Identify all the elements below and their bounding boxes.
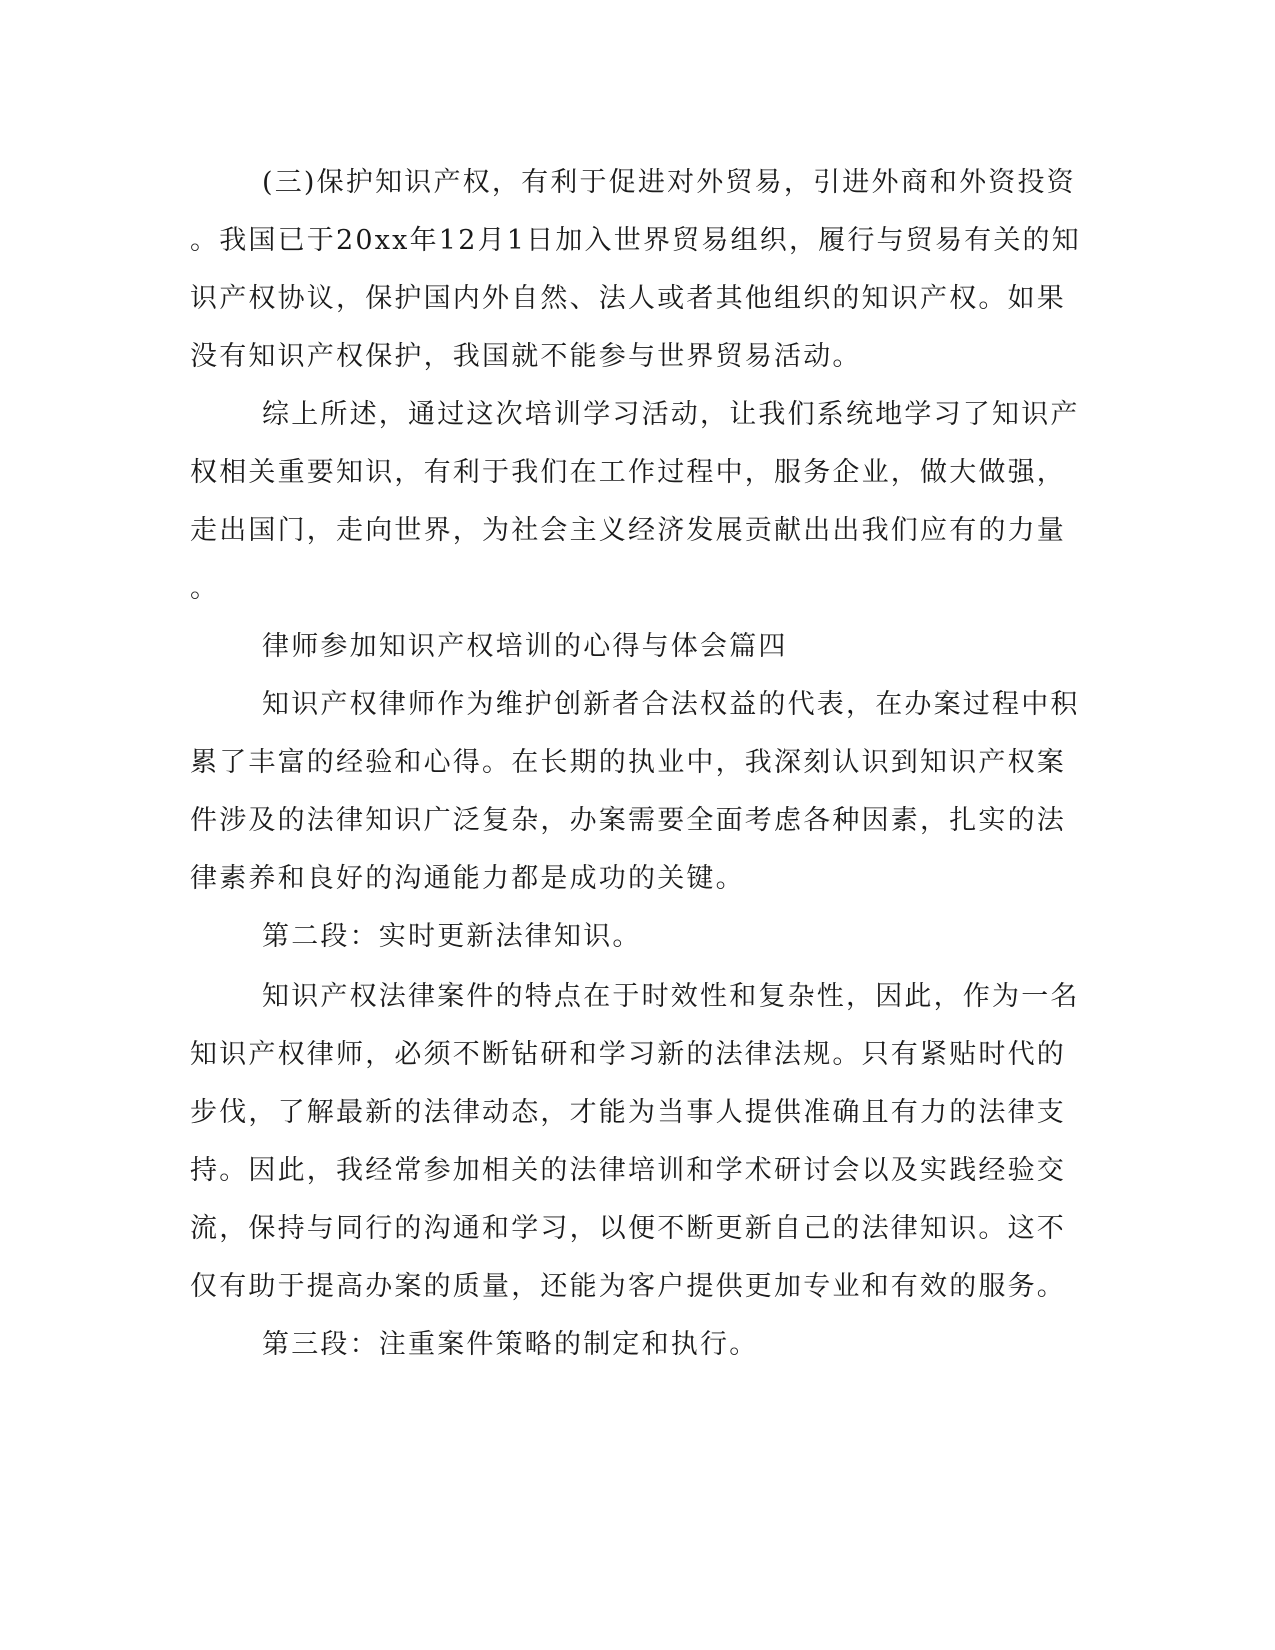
paragraph-line: 律素养和良好的沟通能力都是成功的关键。 [190, 863, 745, 894]
paragraph-line: 综上所述，通过这次培训学习活动，让我们系统地学习了知识产 [262, 399, 1080, 430]
paragraph-line: 。 [190, 573, 220, 604]
paragraph-line: 知识产权律师作为维护创新者合法权益的代表，在办案过程中积 [262, 689, 1080, 720]
paragraph-line: 知识产权律师，必须不断钻研和学习新的法律法规。只有紧贴时代的 [190, 1039, 1066, 1070]
paragraph-line: 流，保持与同行的沟通和学习，以便不断更新自己的法律知识。这不 [190, 1213, 1066, 1244]
section-heading: 律师参加知识产权培训的心得与体会篇四 [262, 631, 788, 662]
paragraph-line: 持。因此，我经常参加相关的法律培训和学术研讨会以及实践经验交 [190, 1155, 1066, 1186]
paragraph-line: 没有知识产权保护，我国就不能参与世界贸易活动。 [190, 341, 862, 372]
paragraph-line: 件涉及的法律知识广泛复杂，办案需要全面考虑各种因素，扎实的法 [190, 805, 1066, 836]
paragraph-line: 知识产权法律案件的特点在于时效性和复杂性，因此，作为一名 [262, 981, 1080, 1012]
paragraph-line: 。我国已于20xx年12月1日加入世界贸易组织，履行与贸易有关的知 [190, 225, 1081, 256]
section-heading: 第三段：注重案件策略的制定和执行。 [262, 1329, 759, 1360]
paragraph-line: 步伐，了解最新的法律动态，才能为当事人提供准确且有力的法律支 [190, 1097, 1066, 1128]
paragraph-line: 走出国门，走向世界，为社会主义经济发展贡献出出我们应有的力量 [190, 515, 1066, 546]
paragraph-line: (三)保护知识产权，有利于促进对外贸易，引进外商和外资投资 [262, 167, 1076, 198]
paragraph-line: 累了丰富的经验和心得。在长期的执业中，我深刻认识到知识产权案 [190, 747, 1066, 778]
section-heading: 第二段：实时更新法律知识。 [262, 921, 642, 952]
paragraph-line: 识产权协议，保护国内外自然、法人或者其他组织的知识产权。如果 [190, 283, 1066, 314]
paragraph-line: 仅有助于提高办案的质量，还能为客户提供更加专业和有效的服务。 [190, 1271, 1066, 1302]
paragraph-line: 权相关重要知识，有利于我们在工作过程中，服务企业，做大做强， [190, 457, 1066, 488]
